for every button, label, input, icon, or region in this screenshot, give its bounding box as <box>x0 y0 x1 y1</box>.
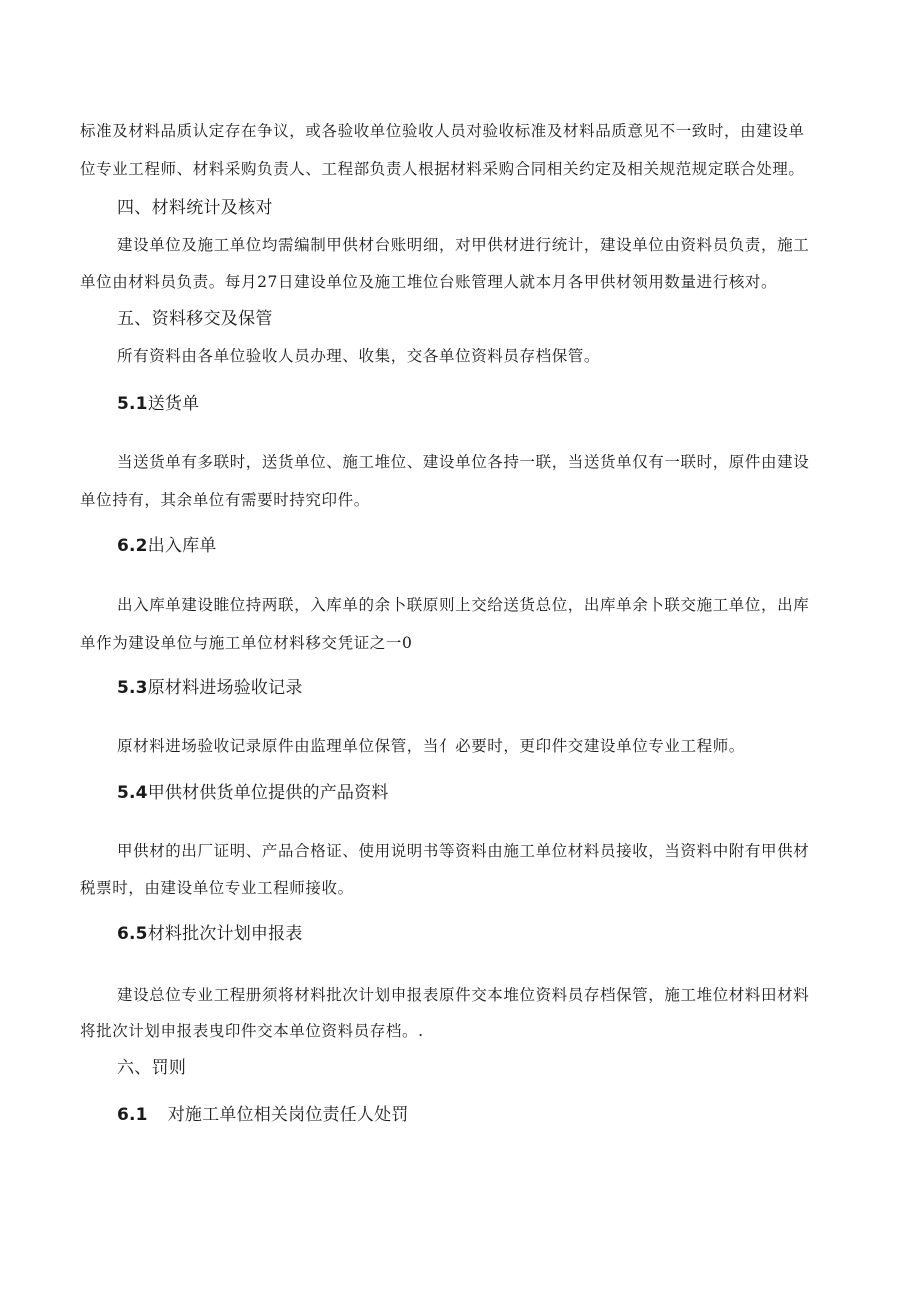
paragraph-line: 建设总位专业工程册须将材料批次计划申报表原件交本堆位资料员存档保管，施工堆位材料田材料 <box>117 986 810 1004</box>
subsection-heading-6-5 <box>117 923 303 945</box>
subsection-number: 6.5 <box>117 924 148 944</box>
paragraph-line: 原材料进场验收记录原件由监理单位保管，当亻必要时，更印件交建设单位专业工程师。 <box>117 737 745 755</box>
subsection-number: 5.1 <box>117 394 148 414</box>
paragraph-line: 出入库单建设睢位持两联，入库单的余卜联原则上交给送货总位，出库单余卜联交施工单位，出库 <box>117 596 810 614</box>
paragraph-line: 甲供材的出厂证明、产品合格证、使用说明书等资料由施工单位材料员接收，当资料中附有甲供材 <box>117 842 810 860</box>
paragraph-line: 单位持有，其余单位有需要时持究印件。 <box>80 491 370 509</box>
paragraph-line: 位专业工程师、材料采购负责人、工程部负责人根据材料采购合同相关约定及相关规范规定联合处理。 <box>80 160 805 178</box>
subsection-title: 对施工单位相关岗位责任人处罚 <box>167 1105 409 1125</box>
section-heading-4: 四、材料统计及核对 <box>117 198 273 218</box>
paragraph-line: 单位由材料员负责。每月27日建设单位及施工堆位台账管理人就本月各甲供材领用数量进行核对。 <box>80 273 778 291</box>
paragraph-line: 所有资料由各单位验收人员办理、收集，交各单位资料员存档保管。 <box>117 347 601 365</box>
subsection-heading-6-1 <box>117 1104 409 1126</box>
paragraph-line: 建设单位及施工单位均需编制甲供材台账明细，对甲供材进行统计，建设单位由资料员负责，施工 <box>117 236 810 254</box>
subsection-heading-5-1 <box>117 393 199 415</box>
subsection-title: 出入库单 <box>147 536 217 556</box>
paragraph-line: 将批次计划申报表曳印件交本单位资料员存档。. <box>80 1022 424 1040</box>
paragraph-line: 标准及材料品质认定存在争议，或各验收单位验收人员对验收标准及材料品质意见不一致时，由建设单 <box>80 122 805 140</box>
paragraph-line: 税票时，由建设单位专业工程师接收。 <box>80 879 354 897</box>
section-heading-5: 五、资料移交及保管 <box>117 309 273 329</box>
subsection-title: 原材料进场验收记录 <box>147 678 303 698</box>
subsection-number: 6.2 <box>117 536 148 556</box>
subsection-heading-6-2 <box>117 535 217 557</box>
subsection-title: 甲供材供货单位提供的产品资料 <box>147 783 389 803</box>
subsection-number: 5.3 <box>117 678 148 698</box>
subsection-title: 送货单 <box>147 394 200 414</box>
paragraph-line: 单作为建设单位与施工单位材料移交凭证之一0 <box>80 634 413 652</box>
subsection-number: 5.4 <box>117 783 148 803</box>
subsection-heading-5-4 <box>117 782 389 804</box>
subsection-number: 6.1 <box>117 1105 148 1125</box>
paragraph-line: 当送货单有多联时，送货单位、施工堆位、建设单位各持一联，当送货单仅有一联时，原件由建设 <box>117 453 810 471</box>
section-heading-6: 六、罚则 <box>117 1058 187 1078</box>
subsection-heading-5-3 <box>117 677 303 699</box>
subsection-title: 材料批次计划申报表 <box>147 924 303 944</box>
